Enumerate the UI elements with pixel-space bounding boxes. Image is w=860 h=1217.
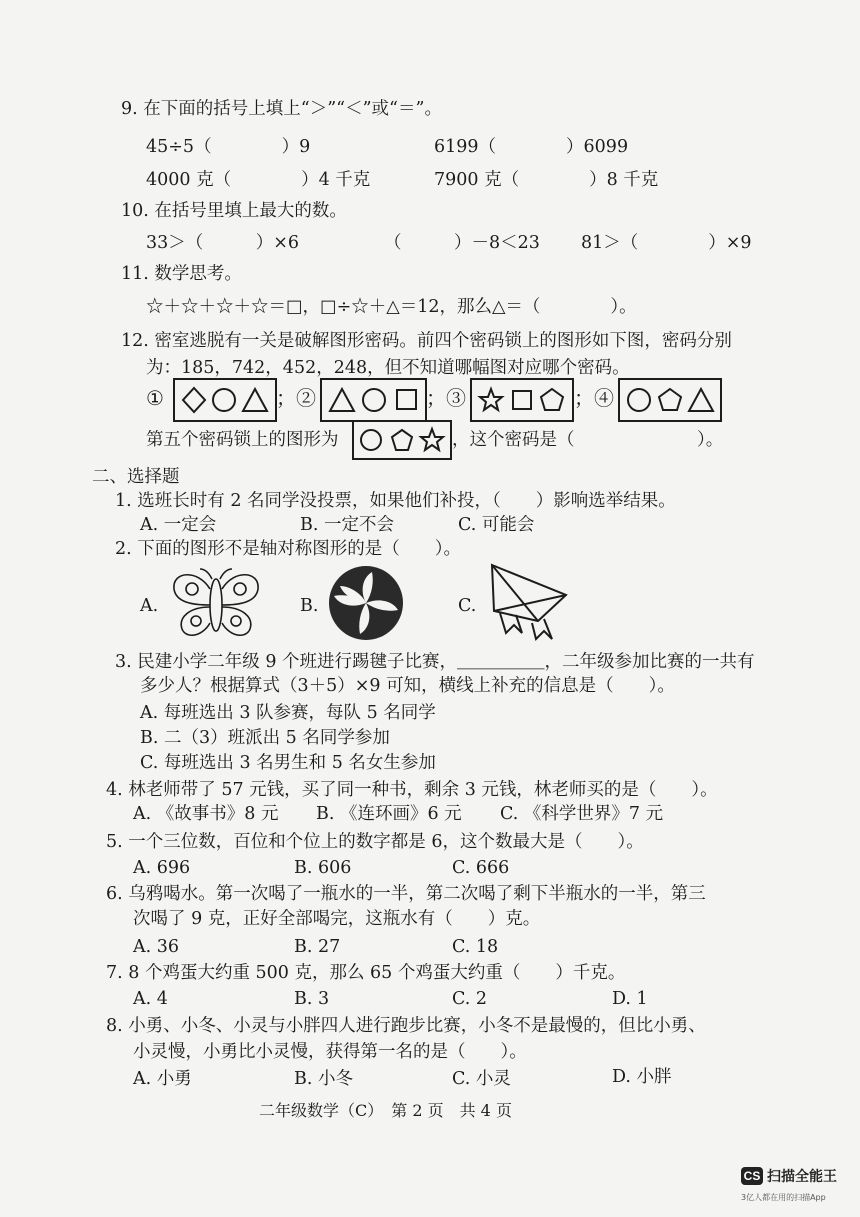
circle-icon — [363, 389, 385, 411]
c8-option-b: B. 小冬 — [294, 1069, 353, 1089]
lock-4-label: ；④ — [574, 386, 614, 410]
square-icon — [513, 391, 531, 409]
q10-item-2: （ ）－8＜23 — [384, 233, 540, 253]
pentagon-icon — [541, 389, 563, 410]
q10-item-3: 81＞（ ）×9 — [581, 233, 752, 253]
lock-2-shapes — [320, 378, 427, 422]
circle-icon — [361, 430, 381, 450]
c5-option-c: C. 666 — [452, 858, 510, 878]
q12-line-2: 为：185，742，452，248，但不知道哪幅图对应哪个密码。 — [146, 358, 630, 378]
lock-2-label: ；② — [276, 386, 316, 410]
c2-question: 2. 下面的图形不是轴对称图形的是（ ）。 — [115, 539, 462, 559]
q9-item-2: 6199（ ）6099 — [434, 137, 629, 157]
q12-fifth-prefix: 第五个密码锁上的图形为 — [146, 430, 339, 450]
camscanner-logo-icon: CS — [741, 1167, 763, 1185]
c4-option-c: C. 《科学世界》7 元 — [500, 804, 664, 824]
lock-1-label: ① — [146, 386, 164, 410]
q10-item-1: 33＞（ ）×6 — [146, 233, 300, 253]
lock-5-shapes — [352, 420, 452, 460]
q9-title: 9. 在下面的括号上填上“＞”“＜”或“＝”。 — [121, 99, 442, 119]
c1-question: 1. 选班长时有 2 名同学没投票，如果他们补投，（ ）影响选举结果。 — [115, 491, 676, 511]
c2-option-c: C. — [458, 596, 477, 616]
page-footer: 二年级数学（C） 第 2 页 共 4 页 — [259, 1101, 512, 1120]
star-icon — [480, 389, 502, 410]
c8-question-line-1: 8. 小勇、小冬、小灵与小胖四人进行跑步比赛，小冬不是最慢的，但比小勇、 — [106, 1016, 706, 1036]
c6-option-c: C. 18 — [452, 937, 499, 957]
q10-title: 10. 在括号里填上最大的数。 — [121, 201, 347, 221]
c7-option-a: A. 4 — [133, 989, 168, 1009]
q9-item-3: 4000 克（ ）4 千克 — [146, 170, 371, 190]
q9-item-1: 45÷5（ ）9 — [146, 137, 311, 157]
c7-option-c: C. 2 — [452, 989, 488, 1009]
c3-option-b: B. 二（3）班派出 5 名同学参加 — [140, 728, 390, 748]
q12-fifth-suffix: ，这个密码是（ ）。 — [452, 430, 724, 450]
c7-option-b: B. 3 — [294, 989, 330, 1009]
c7-option-d: D. 1 — [612, 989, 648, 1009]
bauhinia-flower-image — [326, 564, 406, 642]
c2-option-a: A. — [140, 596, 159, 616]
watermark-brand: 扫描全能王 — [767, 1169, 837, 1185]
c6-question-line-1: 6. 乌鸦喝水。第一次喝了一瓶水的一半，第二次喝了剩下半瓶水的一半，第三 — [106, 884, 706, 904]
c6-option-b: B. 27 — [294, 937, 341, 957]
c5-option-b: B. 606 — [294, 858, 352, 878]
circle-icon — [628, 389, 650, 411]
q11-equation: ☆＋☆＋☆＋☆＝□，□÷☆＋△＝12，那么△＝（ ）。 — [146, 297, 637, 317]
c8-option-a: A. 小勇 — [133, 1069, 192, 1089]
circle-icon — [213, 389, 235, 411]
c1-option-c: C. 可能会 — [458, 515, 535, 535]
q11-title: 11. 数学思考。 — [121, 264, 242, 284]
diamond-icon — [183, 388, 205, 412]
c3-question-line-2: 多少人？根据算式（3＋5）×9 可知，横线上补充的信息是（ ）。 — [140, 676, 675, 696]
c8-option-d: D. 小胖 — [612, 1067, 672, 1087]
c4-option-b: B. 《连环画》6 元 — [316, 804, 462, 824]
lock-4-shapes — [618, 378, 722, 422]
c3-option-c: C. 每班选出 3 名男生和 5 名女生参加 — [140, 753, 436, 773]
c6-question-line-2: 次喝了 9 克，正好全部喝完，这瓶水有（ ）克。 — [133, 909, 541, 929]
triangle-icon — [330, 389, 354, 411]
watermark-tagline: 3亿人都在用的扫描App — [741, 1193, 826, 1202]
triangle-icon — [243, 389, 267, 411]
q12-line-1: 12. 密室逃脱有一关是破解图形密码。前四个密码锁上的图形如下图，密码分别 — [121, 331, 732, 351]
c1-option-a: A. 一定会 — [140, 515, 217, 535]
c3-option-a: A. 每班选出 3 队参赛，每队 5 名同学 — [140, 703, 436, 723]
c8-option-c: C. 小灵 — [452, 1069, 511, 1089]
star-icon — [421, 429, 443, 450]
c2-option-b: B. — [300, 596, 319, 616]
lock-1-shapes — [173, 378, 277, 422]
lock-3-shapes — [470, 378, 574, 422]
c4-question: 4. 林老师带了 57 元钱，买了同一种书，剩余 3 元钱，林老师买的是（ ）。 — [106, 780, 718, 800]
c8-question-line-2: 小灵慢，小勇比小灵慢，获得第一名的是（ ）。 — [133, 1042, 527, 1062]
c4-option-a: A. 《故事书》8 元 — [133, 804, 279, 824]
c5-option-a: A. 696 — [133, 858, 191, 878]
butterfly-image — [168, 565, 264, 641]
c7-question: 7. 8 个鸡蛋大约重 500 克，那么 65 个鸡蛋大约重（ ）千克。 — [106, 963, 626, 983]
lock-3-label: ；③ — [426, 386, 466, 410]
c5-question: 5. 一个三位数，百位和个位上的数字都是 6，这个数最大是（ ）。 — [106, 832, 644, 852]
kite-image — [486, 561, 572, 643]
pentagon-icon — [659, 389, 681, 410]
q9-item-4: 7900 克（ ）8 千克 — [434, 170, 659, 190]
section-2-title: 二、选择题 — [92, 467, 180, 487]
c1-option-b: B. 一定不会 — [300, 515, 394, 535]
triangle-icon — [689, 389, 713, 411]
pentagon-icon — [392, 430, 412, 450]
c3-question-line-1: 3. 民建小学二年级 9 个班进行踢毽子比赛，＿＿＿＿＿，二年级参加比赛的一共有 — [115, 652, 755, 672]
square-icon — [397, 390, 416, 409]
c6-option-a: A. 36 — [133, 937, 180, 957]
